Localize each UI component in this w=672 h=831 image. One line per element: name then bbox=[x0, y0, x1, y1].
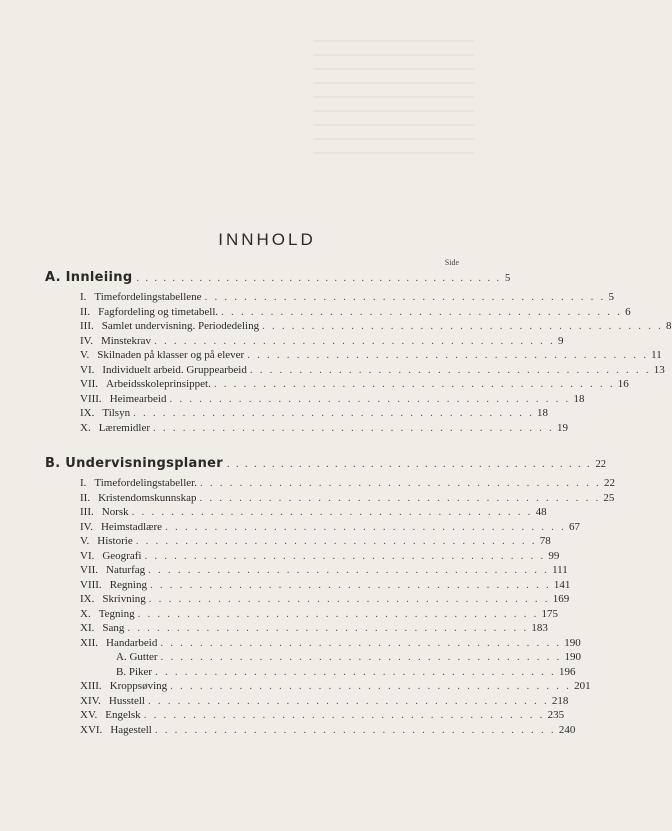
entry-label: Kroppsøving bbox=[109, 680, 168, 692]
entry-page-number: 67 bbox=[569, 520, 581, 533]
dot-leader: . . . . . . . . . . . . . . . . . . . . . . . . . . . . . . . . . . . . . . . . . bbox=[155, 665, 557, 678]
toc-entry bbox=[80, 549, 560, 564]
entry-label: Norsk bbox=[101, 506, 129, 518]
entry-label: Tilsyn bbox=[102, 407, 131, 419]
entry-number: VI. bbox=[80, 549, 95, 562]
toc-subentry bbox=[80, 665, 576, 680]
toc-entry bbox=[80, 378, 629, 392]
entry-number: VII. bbox=[80, 564, 99, 576]
entry-label: Minstekrav bbox=[100, 334, 152, 347]
entry-label: Hagestell bbox=[110, 723, 152, 736]
dot-leader: . . . . . . . . . . . . . . . . . . . . . . . . . . . . . . . . . . . . . . . . . bbox=[227, 459, 592, 470]
entry-number: I. bbox=[80, 477, 87, 489]
entry-label: Heimstadlære bbox=[100, 520, 163, 533]
entry-page-number: 99 bbox=[548, 549, 560, 562]
entry-label: Naturfag bbox=[106, 564, 146, 576]
dot-leader: . . . . . . . . . . . . . . . . . . . . . . . . . . . . . . . . . . . . . . . . . bbox=[133, 407, 535, 419]
entry-number: XV. bbox=[80, 709, 98, 721]
toc-entry bbox=[80, 320, 672, 334]
dot-leader: . . . . . . . . . . . . . . . . . . . . . . . . . . . . . . . . . . . . . . . . . bbox=[144, 549, 546, 562]
entry-page-number: 19 bbox=[556, 421, 568, 434]
entry-label: Engelsk bbox=[105, 709, 141, 721]
entry-label: Sang bbox=[102, 622, 125, 634]
dot-leader: . . . . . . . . . . . . . . . . . . . . . . . . . . . . . . . . . . . . . . . . . bbox=[154, 334, 556, 347]
entry-label: A. Gutter bbox=[116, 651, 158, 663]
entry-label: Kristendomskunnskap bbox=[98, 491, 197, 504]
dot-leader: . . . . . . . . . . . . . . . . . . . . . . . . . . . . . . . . . . . . . . . . . bbox=[165, 520, 567, 533]
entry-page-number: 196 bbox=[559, 665, 576, 678]
entry-label: Timefordelingstabeller. bbox=[94, 477, 197, 489]
entry-page-number: 78 bbox=[539, 535, 551, 547]
toc-entry bbox=[80, 578, 571, 593]
dot-leader: . . . . . . . . . . . . . . . . . . . . . . . . . . . . . . . . . . . . . . . . . bbox=[153, 421, 554, 434]
entry-number: VI. bbox=[80, 363, 95, 376]
section-page-number: 22 bbox=[595, 459, 607, 470]
dot-leader: . . . . . . . . . . . . . . . . . . . . . . . . . . . . . . . . . . . . . . . . . bbox=[131, 506, 533, 518]
entry-label: Skrivning bbox=[102, 593, 146, 605]
toc-entry bbox=[80, 694, 569, 709]
toc-entry bbox=[80, 363, 665, 378]
entry-page-number: 5 bbox=[608, 291, 615, 303]
entry-page-number: 175 bbox=[541, 607, 559, 620]
dot-leader: . . . . . . . . . . . . . . . . . . . . . . . . . . . . . . . . . . . . . . . . . bbox=[148, 564, 550, 576]
entry-page-number: 22 bbox=[603, 477, 615, 489]
entry-label: Timefordelingstabellene bbox=[94, 291, 202, 303]
entry-page-number: 190 bbox=[564, 651, 581, 663]
dot-leader: . . . . . . . . . . . . . . . . . . . . . . . . . . . . . . . . . . . . . . . . . bbox=[249, 363, 651, 376]
page-title: INNHOLD bbox=[218, 230, 316, 249]
dot-leader: . . . . . . . . . . . . . . . . . . . . . . . . . . . . . . . . . . . . . . . . . bbox=[213, 378, 615, 390]
section-heading bbox=[45, 270, 511, 286]
entry-number: IX. bbox=[80, 593, 95, 605]
entry-label: Husstell bbox=[108, 694, 145, 707]
entry-label: Fagfordeling og timetabell. bbox=[98, 305, 219, 318]
toc-entry bbox=[80, 622, 548, 636]
entry-page-number: 169 bbox=[552, 593, 570, 605]
entry-number: IV. bbox=[80, 520, 93, 533]
entry-number: VIII. bbox=[80, 392, 102, 405]
dot-leader: . . . . . . . . . . . . . . . . . . . . . . . . . . . . . . . . . . . . . . . . . bbox=[160, 651, 562, 663]
toc-subentry bbox=[80, 651, 581, 665]
entry-label: Skilnaden på klasser og på elever bbox=[97, 349, 245, 361]
entry-number: XI. bbox=[80, 622, 95, 634]
toc-entry bbox=[80, 349, 662, 363]
toc-entry bbox=[80, 421, 568, 436]
toc-entry bbox=[80, 407, 549, 421]
toc-entry bbox=[80, 723, 576, 738]
toc-entry bbox=[80, 506, 547, 520]
dot-leader: . . . . . . . . . . . . . . . . . . . . . . . . . . . . . . . . . . . . . . . . . bbox=[204, 291, 606, 303]
toc-entry bbox=[80, 709, 565, 723]
dot-leader: . . . . . . . . . . . . . . . . . . . . . . . . . . . . . . . . . . . . . . . . . bbox=[149, 578, 551, 591]
dot-leader: . . . . . . . . . . . . . . . . . . . . . . . . . . . . . . . . . . . . . . . . . bbox=[136, 273, 501, 284]
section-title: A. Innleiing bbox=[45, 270, 133, 285]
entry-number: VIII. bbox=[80, 578, 102, 591]
toc-entry bbox=[80, 305, 631, 320]
entry-number: III. bbox=[80, 506, 94, 518]
entry-label: B. Piker bbox=[116, 665, 153, 678]
entry-number: X. bbox=[80, 607, 91, 620]
entry-number: V. bbox=[80, 535, 90, 547]
dot-leader: . . . . . . . . . . . . . . . . . . . . . . . . . . . . . . . . . . . . . . . . . bbox=[160, 636, 562, 649]
entry-page-number: 48 bbox=[535, 506, 547, 518]
dot-leader: . . . . . . . . . . . . . . . . . . . . . . . . . . . . . . . . . . . . . . . . . bbox=[262, 320, 664, 332]
toc-entry bbox=[80, 291, 615, 305]
entry-page-number: 218 bbox=[551, 694, 569, 707]
entry-label: Arbeidsskoleprinsippet. bbox=[106, 378, 211, 390]
section-page-number: 5 bbox=[504, 273, 511, 284]
toc-entry bbox=[80, 564, 568, 578]
entry-label: Heimearbeid bbox=[109, 392, 167, 405]
entry-number: V. bbox=[80, 349, 90, 361]
dot-leader: . . . . . . . . . . . . . . . . . . . . . . . . . . . . . . . . . . . . . . . . . bbox=[221, 305, 623, 318]
entry-number: IX. bbox=[80, 407, 95, 419]
entry-page-number: 13 bbox=[653, 363, 665, 376]
toc-entry bbox=[80, 607, 559, 622]
entry-page-number: 6 bbox=[625, 305, 631, 318]
dot-leader: . . . . . . . . . . . . . . . . . . . . . . . . . . . . . . . . . . . . . . . . . bbox=[137, 607, 539, 620]
entry-page-number: 240 bbox=[558, 723, 576, 736]
entry-label: Samlet undervisning. Periodedeling bbox=[101, 320, 260, 332]
toc-entry bbox=[80, 593, 570, 607]
entry-label: Tegning bbox=[98, 607, 135, 620]
entry-number: II. bbox=[80, 305, 91, 318]
entry-page-number: 8 bbox=[666, 320, 672, 332]
entry-label: Individuelt arbeid. Gruppearbeid bbox=[102, 363, 247, 376]
entry-number: XIII. bbox=[80, 680, 102, 692]
entry-page-number: 190 bbox=[564, 636, 581, 649]
dot-leader: . . . . . . . . . . . . . . . . . . . . . . . . . . . . . . . . . . . . . . . . . bbox=[199, 477, 601, 489]
dot-leader: . . . . . . . . . . . . . . . . . . . . . . . . . . . . . . . . . . . . . . . . . bbox=[199, 491, 601, 504]
toc-entry bbox=[80, 477, 615, 491]
dot-leader: . . . . . . . . . . . . . . . . . . . . . . . . . . . . . . . . . . . . . . . . . bbox=[148, 593, 550, 605]
bleed-through-text bbox=[314, 40, 474, 160]
entry-number: IV. bbox=[80, 334, 93, 347]
dot-leader: . . . . . . . . . . . . . . . . . . . . . . . . . . . . . . . . . . . . . . . . . bbox=[147, 694, 549, 707]
entry-number: VII. bbox=[80, 378, 99, 390]
dot-leader: . . . . . . . . . . . . . . . . . . . . . . . . . . . . . . . . . . . . . . . . . bbox=[135, 535, 537, 547]
toc-entry bbox=[80, 334, 564, 349]
entry-number: II. bbox=[80, 491, 91, 504]
toc-entry bbox=[80, 535, 551, 549]
section-title: B. Undervisningsplaner bbox=[45, 456, 224, 471]
dot-leader: . . . . . . . . . . . . . . . . . . . . . . . . . . . . . . . . . . . . . . . . . bbox=[127, 622, 529, 634]
entry-page-number: 25 bbox=[603, 491, 615, 504]
entry-number: XVI. bbox=[80, 723, 103, 736]
entry-page-number: 141 bbox=[553, 578, 571, 591]
entry-page-number: 235 bbox=[547, 709, 565, 721]
entry-label: Regning bbox=[109, 578, 147, 591]
section-heading bbox=[45, 456, 607, 472]
entry-page-number: 201 bbox=[574, 680, 591, 692]
entry-page-number: 11 bbox=[651, 349, 662, 361]
entry-label: Geografi bbox=[102, 549, 142, 562]
entry-label: Historie bbox=[97, 535, 133, 547]
entry-number: XIV. bbox=[80, 694, 101, 707]
entry-label: Læremidler bbox=[98, 421, 151, 434]
dot-leader: . . . . . . . . . . . . . . . . . . . . . . . . . . . . . . . . . . . . . . . . . bbox=[247, 349, 649, 361]
entry-page-number: 111 bbox=[552, 564, 568, 576]
dot-leader: . . . . . . . . . . . . . . . . . . . . . . . . . . . . . . . . . . . . . . . . . bbox=[170, 680, 572, 692]
toc-entry bbox=[80, 680, 591, 694]
entry-page-number: 9 bbox=[558, 334, 564, 347]
entry-page-number: 18 bbox=[573, 392, 585, 405]
toc-entry bbox=[80, 636, 581, 651]
dot-leader: . . . . . . . . . . . . . . . . . . . . . . . . . . . . . . . . . . . . . . . . . bbox=[154, 723, 556, 736]
page-column-label: Side bbox=[444, 258, 459, 267]
entry-number: X. bbox=[80, 421, 91, 434]
toc-entry bbox=[80, 520, 581, 535]
dot-leader: . . . . . . . . . . . . . . . . . . . . . . . . . . . . . . . . . . . . . . . . . bbox=[143, 709, 545, 721]
dot-leader: . . . . . . . . . . . . . . . . . . . . . . . . . . . . . . . . . . . . . . . . . bbox=[169, 392, 571, 405]
entry-number: I. bbox=[80, 291, 87, 303]
entry-page-number: 16 bbox=[617, 378, 629, 390]
entry-page-number: 18 bbox=[537, 407, 549, 419]
entry-label: Handarbeid bbox=[106, 636, 158, 649]
entry-number: XII. bbox=[80, 636, 99, 649]
entry-page-number: 183 bbox=[531, 622, 548, 634]
entry-number: III. bbox=[80, 320, 94, 332]
toc-entry bbox=[80, 392, 585, 407]
toc-entry bbox=[80, 491, 615, 506]
